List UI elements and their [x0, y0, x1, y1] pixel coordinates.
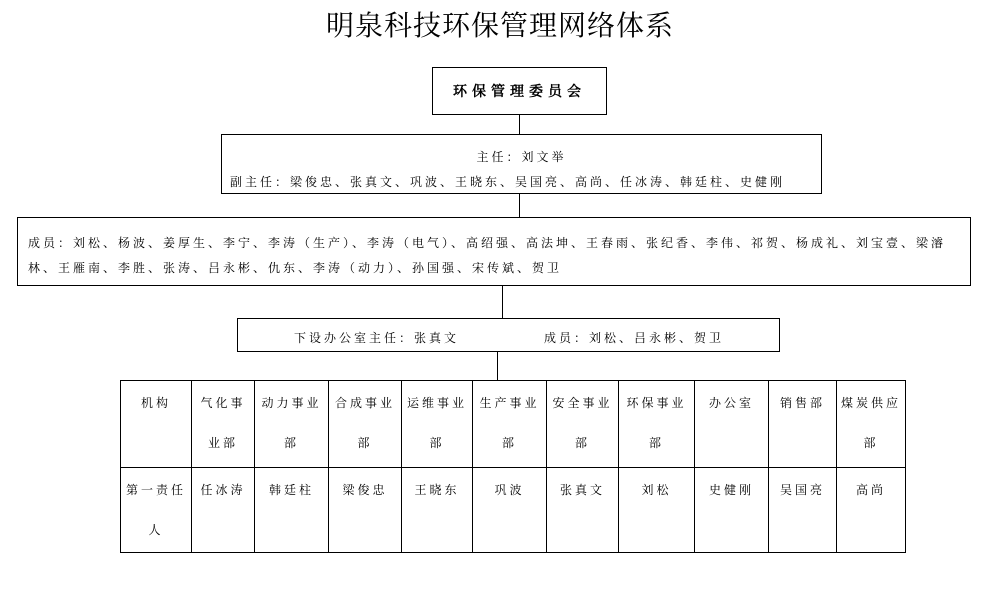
person-cell: 刘松	[619, 468, 695, 553]
committee-name: 环保管理委员会	[453, 84, 586, 100]
page-title: 明泉科技环保管理网络体系	[325, 9, 674, 42]
person-cell: 史健刚	[695, 468, 769, 553]
row-header-responsible-person: 第一责任人	[121, 468, 192, 553]
deputy-directors-text: 副主任：梁俊忠、张真文、巩波、王晓东、吴国亮、高尚、任冰涛、韩廷柱、史健刚	[230, 175, 786, 189]
members-text: 成员：刘松、杨波、姜厚生、李宁、李涛（生产）、李涛（电气）、高绍强、高法坤、王春雨、张纪香、李伟、祁贺、杨成礼、刘宝壹、梁濬林、王雁南、李胜、张涛、吕永彬、仇东、李涛（动力）、孙国强、宋传斌、贺卫	[28, 236, 947, 275]
office-director-text: 下设办公室主任：张真文	[294, 331, 460, 345]
office-box	[237, 318, 780, 352]
person-cell: 韩廷柱	[255, 468, 329, 553]
connector-line	[519, 115, 520, 134]
person-cell: 梁俊忠	[329, 468, 402, 553]
department-cell: 环保事业部	[619, 381, 695, 468]
person-cell: 任冰涛	[192, 468, 255, 553]
department-cell: 生产事业部	[473, 381, 547, 468]
person-cell: 吴国亮	[769, 468, 837, 553]
department-cell: 动力事业部	[255, 381, 329, 468]
members-box	[17, 217, 971, 286]
office-members-text: 成员：刘松、吕永彬、贺卫	[544, 331, 725, 345]
committee-box	[432, 67, 607, 115]
person-cell: 高尚	[837, 468, 906, 553]
department-cell: 运维事业部	[402, 381, 473, 468]
connector-line	[497, 352, 498, 380]
department-cell: 气化事业部	[192, 381, 255, 468]
person-cell: 巩波	[473, 468, 547, 553]
director-text: 主任：刘文举	[476, 150, 567, 164]
person-cell: 张真文	[547, 468, 619, 553]
department-cell: 安全事业部	[547, 381, 619, 468]
department-cell: 煤炭供应部	[837, 381, 906, 468]
department-cell: 销售部	[769, 381, 837, 468]
connector-line	[519, 194, 520, 217]
person-cell: 王晓东	[402, 468, 473, 553]
department-cell: 办公室	[695, 381, 769, 468]
row-header-department: 机构	[121, 381, 192, 468]
leaders-box	[221, 134, 822, 194]
department-cell: 合成事业部	[329, 381, 402, 468]
responsibility-table	[120, 380, 906, 553]
connector-line	[502, 286, 503, 318]
